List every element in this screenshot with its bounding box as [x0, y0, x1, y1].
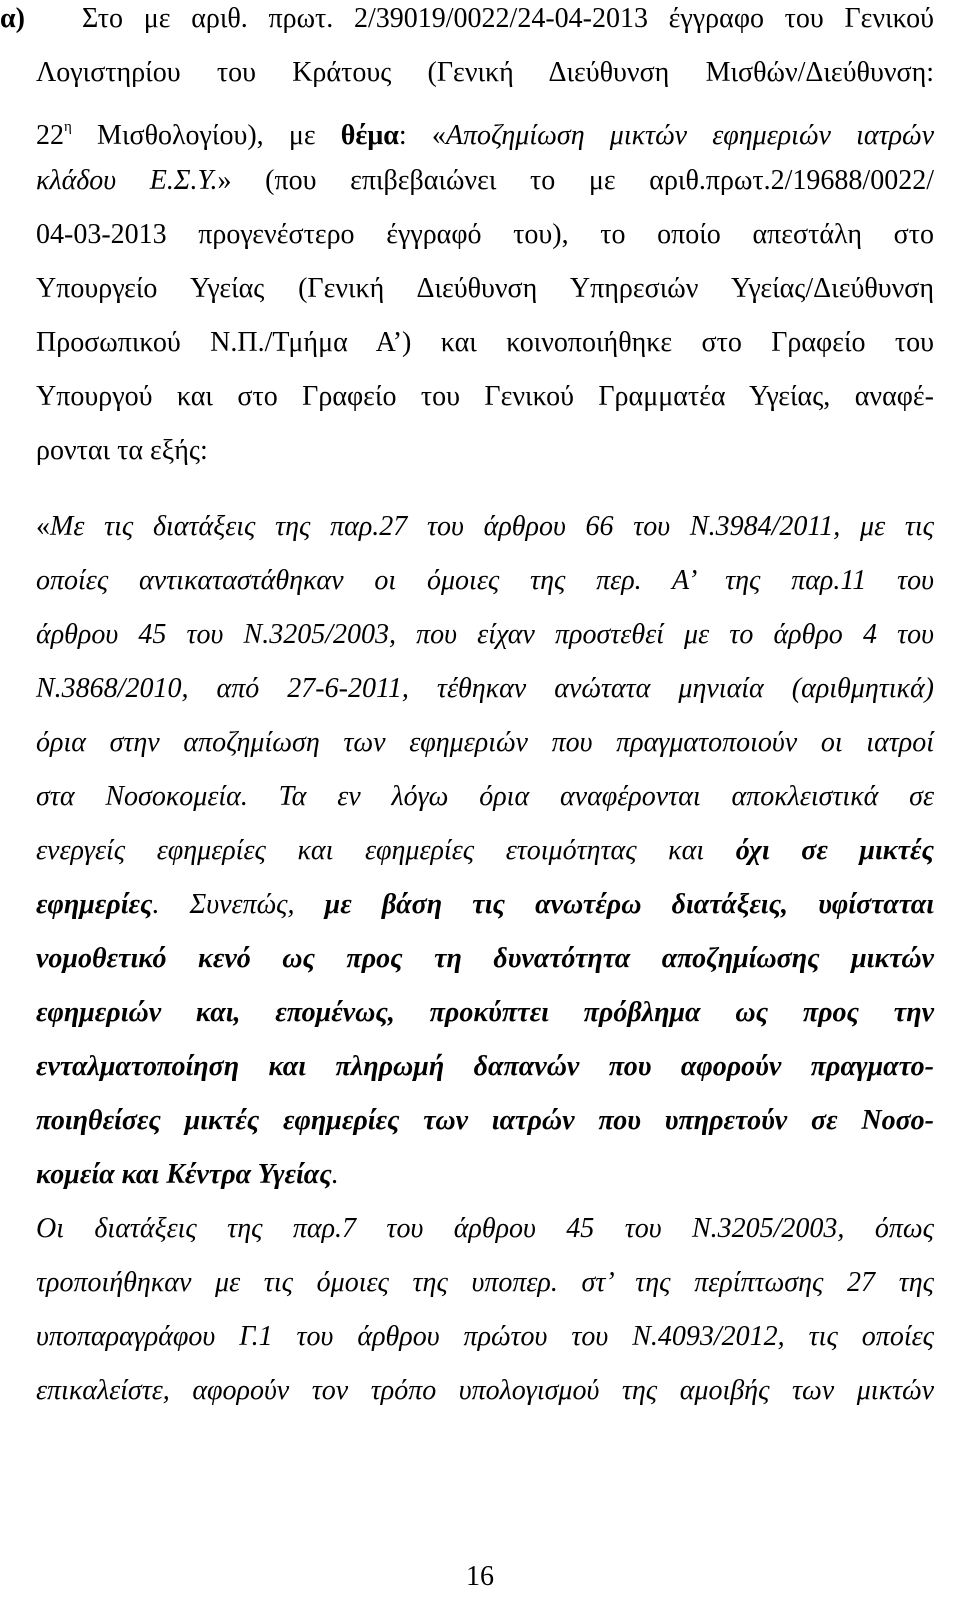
quote-line-6: στα Νοσοκομεία. Τα εν λόγω όρια αναφέρονται αποκλειστικά σε [36, 781, 934, 812]
quote-line-5: όρια στην αποζημίωση των εφημεριών που πραγματοποιούν οι ιατροί [36, 727, 934, 758]
text-span: . Συνεπώς, [152, 889, 325, 920]
quote-line-8 [36, 888, 934, 922]
italic-text: Αποζημίωση μικτών εφημεριών ιατρών [445, 120, 935, 151]
quote-line-4: Ν.3868/2010, από 27-6-2011, τέθηκαν ανώτατα μηνιαία (αριθμητικά) [36, 673, 934, 704]
quote-line-3: άρθρου 45 του Ν.3205/2003, που είχαν προστεθεί με το άρθρο 4 του [36, 619, 934, 650]
item-marker: α) [0, 3, 25, 34]
quote-line-14: Οι διατάξεις της παρ.7 του άρθρου 45 του Ν.3205/2003, όπως [36, 1213, 934, 1244]
intro-line-4 [36, 164, 934, 198]
bold-text: κομεία και Κέντρα Υγείας [36, 1159, 332, 1190]
page-number: 16 [466, 1561, 494, 1592]
quote-line-10: εφημεριών και, επομένως, προκύπτει πρόβλημα ως προς την [36, 997, 934, 1028]
bold-text: όχι σε μικτές [735, 835, 934, 866]
quote-mark: « [36, 511, 50, 542]
intro-line-2: Λογιστηρίου του Κράτους (Γενική Διεύθυνση Μισθών/Διεύθυνση: [36, 57, 934, 88]
intro-line-9: ρονται τα εξής: [36, 435, 208, 466]
text-span: : « [398, 120, 446, 151]
bold-text: θέμα [340, 120, 399, 151]
text-span: Μισθολογίου), με [71, 120, 341, 151]
bold-text: εφημερίες [36, 889, 153, 920]
italic-text: κλάδου Ε.Σ.Υ. [36, 165, 218, 196]
quote-line-17: επικαλείστε, αφορούν τον τρόπο υπολογισμού της αμοιβής των μικτών [36, 1375, 934, 1406]
intro-line-3 [36, 110, 934, 153]
quote-line-13 [36, 1158, 934, 1192]
intro-line-8: Υπουργού και στο Γραφείο του Γενικού Γραμματέα Υγείας, αναφέ- [36, 381, 934, 412]
quote-line-15: τροποιήθηκαν με τις όμοιες της υποπερ. στ’ της περίπτωσης 27 της [36, 1267, 934, 1298]
quote-line-1 [36, 510, 934, 544]
text-span: Με τις διατάξεις της παρ.27 του άρθρου 66 του Ν.3984/2011, με τις [50, 511, 934, 542]
bold-text: με βάση τις ανωτέρω διατάξεις, υφίσταται [324, 889, 934, 920]
quote-line-2: οποίες αντικαταστάθηκαν οι όμοιες της περ. Α’ της παρ.11 του [36, 565, 934, 596]
quote-line-7 [36, 834, 934, 868]
quote-line-9: νομοθετικό κενό ως προς τη δυνατότητα αποζημίωσης μικτών [36, 943, 934, 974]
text-span: 22 [36, 120, 64, 151]
text-span: » (που επιβεβαιώνει το με αριθ.πρωτ.2/19688/0022/ [217, 165, 934, 196]
quote-line-16: υποπαραγράφου Γ.1 του άρθρου πρώτου του Ν.4093/2012, τις οποίες [36, 1321, 934, 1352]
text-span: ενεργείς εφημερίες και εφημερίες ετοιμότητας και [36, 835, 736, 866]
superscript: η [64, 119, 72, 135]
intro-line-6: Υπουργείο Υγείας (Γενική Διεύθυνση Υπηρεσιών Υγείας/Διεύθυνση [36, 273, 934, 304]
quote-line-11: ενταλματοποίηση και πληρωμή δαπανών που αφορούν πραγματο- [36, 1051, 934, 1082]
intro-line-1: Στο με αριθ. πρωτ. 2/39019/0022/24-04-2013 έγγραφο του Γενικού [82, 3, 934, 34]
quote-line-12: ποιηθείσες μικτές εφημερίες των ιατρών που υπηρετούν σε Νοσο- [36, 1105, 934, 1136]
intro-line-5: 04-03-2013 προγενέστερο έγγραφό του), το οποίο απεστάλη στο [36, 219, 934, 250]
intro-line-7: Προσωπικού Ν.Π./Τμήμα Α’) και κοινοποιήθηκε στο Γραφείο του [36, 327, 934, 358]
text-span: . [331, 1159, 339, 1190]
